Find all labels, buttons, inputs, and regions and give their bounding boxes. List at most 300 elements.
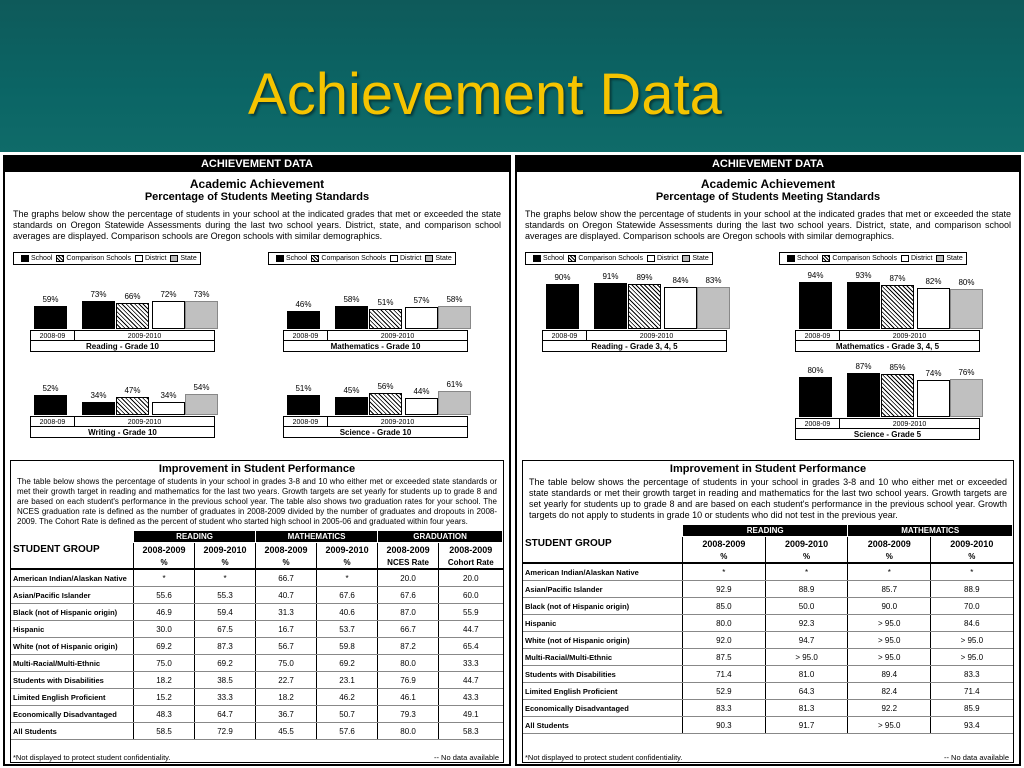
panel-title-bar: ACHIEVEMENT DATA — [517, 157, 1019, 172]
year-axis — [283, 416, 468, 427]
bar-value-label: 93% — [855, 271, 872, 280]
year-label-2009: 2009-2010 — [380, 333, 415, 340]
reading-grade10-chart — [30, 278, 215, 352]
table-cell: 87.3 — [195, 638, 256, 655]
legend-comparison: Comparison Schools — [832, 255, 897, 262]
table-cell: > 95.0 — [931, 632, 1013, 649]
chart-legend — [13, 252, 201, 265]
year-header: 2008-2009 — [439, 543, 503, 558]
table-cell: 55.3 — [195, 587, 256, 604]
table-cell: * — [195, 569, 256, 587]
bar-value-label: 87% — [889, 274, 906, 283]
comparison-swatch — [822, 255, 830, 262]
unit-header: % — [765, 551, 848, 563]
table-row — [523, 666, 1013, 683]
school-2008-bar — [546, 284, 579, 329]
district-bar — [664, 287, 697, 329]
table-cell: 90.3 — [683, 717, 766, 734]
table-cell: 72.9 — [195, 723, 256, 740]
table-cell: 92.9 — [683, 581, 766, 598]
district-bar — [405, 307, 438, 329]
year-label-2008: 2008-09 — [284, 331, 328, 340]
table-cell: 91.7 — [765, 717, 848, 734]
table-row — [11, 706, 503, 723]
state-bar — [185, 394, 218, 415]
table-cell: 56.7 — [256, 638, 317, 655]
table-cell: 92.2 — [848, 700, 931, 717]
table-cell: 81.3 — [765, 700, 848, 717]
science-grade5-chart — [795, 355, 980, 440]
district-bar — [152, 301, 185, 329]
chart-legend — [268, 252, 456, 265]
school-2008-bar — [34, 395, 67, 415]
legend-district: District — [657, 255, 679, 262]
academic-achievement-heading: Academic Achievement — [189, 177, 325, 191]
table-cell: 64.7 — [195, 706, 256, 723]
student-group-label: All Students — [11, 723, 134, 740]
unit-header: % — [848, 551, 931, 563]
table-row — [11, 672, 503, 689]
chart-title: Science - Grade 10 — [283, 427, 468, 438]
legend-school: School — [286, 255, 308, 262]
bar-value-label: 91% — [602, 272, 619, 281]
bar-value-label: 84% — [672, 276, 689, 285]
table-row — [523, 615, 1013, 632]
table-cell: 93.4 — [931, 717, 1013, 734]
bar-value-label: 74% — [925, 369, 942, 378]
reading-group-header: READING — [134, 531, 256, 543]
legend-state: State — [946, 255, 963, 262]
year-axis — [30, 416, 215, 427]
table-cell: 64.3 — [765, 683, 848, 700]
reading-group-header: READING — [683, 525, 848, 537]
table-cell: 80.0 — [683, 615, 766, 632]
table-cell: 87.0 — [378, 604, 439, 621]
district-bar — [405, 398, 438, 415]
table-cell: 90.0 — [848, 598, 931, 615]
student-group-label: American Indian/Alaskan Native — [11, 569, 134, 587]
school-2009-bar — [335, 306, 368, 329]
table-cell: 38.5 — [195, 672, 256, 689]
school-2008-bar — [34, 306, 67, 329]
bar-value-label: 94% — [807, 271, 824, 280]
table-cell: 15.2 — [134, 689, 195, 706]
school-swatch — [533, 255, 541, 262]
legend-state: State — [435, 255, 452, 262]
table-cell: 71.4 — [683, 666, 766, 683]
table-cell: 80.0 — [378, 723, 439, 740]
graduation-group-header: GRADUATION — [378, 531, 503, 543]
bar-value-label: 80% — [807, 366, 824, 375]
reading-grade345-chart — [542, 267, 727, 352]
year-header: 2009-2010 — [765, 537, 848, 552]
school-swatch — [21, 255, 29, 262]
table-cell: 75.0 — [256, 655, 317, 672]
student-group-label: Limited English Proficient — [11, 689, 134, 706]
no-data-footnote: -- No data available — [943, 753, 1009, 762]
unit-header: % — [931, 551, 1013, 563]
table-cell: 57.6 — [317, 723, 378, 740]
improvement-description: The table below shows the percentage of students in your school in grades 3-8 and 10 who either met or exceeded state standards or met their growth target in reading and mathematics for the last two school years. Growth targets are set yearly for students up to grade 8 and are based on each student's performance in the previous school year. Growth targets do not apply to students in grade 10 or students who did not test in the previous year. — [529, 477, 1007, 520]
bar-value-label: 61% — [446, 380, 463, 389]
student-group-label: Economically Disadvantaged — [523, 700, 683, 717]
table-cell: 82.4 — [848, 683, 931, 700]
year-label-2008: 2008-09 — [796, 331, 840, 340]
table-cell: * — [683, 563, 766, 581]
unit-header: % — [683, 551, 766, 563]
student-group-label: Asian/Pacific Islander — [11, 587, 134, 604]
table-cell: 79.3 — [378, 706, 439, 723]
panel-title-bar: ACHIEVEMENT DATA — [5, 157, 509, 172]
student-group-label: Hispanic — [523, 615, 683, 632]
district-bar — [152, 402, 185, 415]
comparison-bar — [369, 309, 402, 329]
comparison-bar — [881, 285, 914, 329]
school-2008-bar — [799, 377, 832, 417]
improvement-table-box — [10, 460, 504, 763]
state-swatch — [425, 255, 433, 262]
table-cell: 59.4 — [195, 604, 256, 621]
comparison-bar — [116, 397, 149, 415]
year-label-2009: 2009-2010 — [639, 333, 674, 340]
table-cell: 20.0 — [439, 569, 503, 587]
student-group-label: Limited English Proficient — [523, 683, 683, 700]
comparison-bar — [881, 374, 914, 417]
science-grade10-chart — [283, 364, 468, 438]
left-report-panel — [3, 155, 511, 766]
table-cell: 59.8 — [317, 638, 378, 655]
bar-value-label: 51% — [377, 298, 394, 307]
table-cell: 36.7 — [256, 706, 317, 723]
academic-achievement-heading: Academic Achievement — [700, 177, 836, 191]
school-2008-bar — [287, 395, 320, 415]
table-row — [523, 649, 1013, 666]
confidentiality-footnote: *Not displayed to protect student confidentiality. — [525, 753, 683, 762]
table-row — [11, 587, 503, 604]
table-cell: 92.3 — [765, 615, 848, 632]
bar-value-label: 34% — [90, 391, 107, 400]
table-cell: 88.9 — [931, 581, 1013, 598]
bar-value-label: 66% — [124, 292, 141, 301]
table-cell: 40.6 — [317, 604, 378, 621]
bar-value-label: 34% — [160, 391, 177, 400]
year-label-2008: 2008-09 — [284, 417, 328, 426]
improvement-description: The table below shows the percentage of students in your school in grades 3-8 and 10 who either met or exceeded state standards or met their growth target in reading and mathematics for the last two years. Growth targets are set yearly for students up to grade 8 and are based on each student's performance in the previous school year. The table also shows two graduation rates for your school. The NCES graduation rate is defined as the number of graduates in 2008-2009 divided by the number of graduates and dropouts in 2008-2009. The Cohort Rate is defined as the percent of student who started high school in 2005-06 and graduated within four years. — [17, 477, 497, 526]
chart-title: Mathematics - Grade 10 — [283, 341, 468, 352]
chart-title: Reading - Grade 10 — [30, 341, 215, 352]
bar-value-label: 73% — [193, 290, 210, 299]
table-cell: 46.2 — [317, 689, 378, 706]
bar-value-label: 46% — [295, 300, 312, 309]
mathematics-group-header: MATHEMATICS — [256, 531, 378, 543]
bar-value-label: 54% — [193, 383, 210, 392]
state-bar — [950, 289, 983, 329]
chart-title: Mathematics - Grade 3, 4, 5 — [795, 341, 980, 352]
bar-value-label: 90% — [554, 273, 571, 282]
student-group-label: Black (not of Hispanic origin) — [523, 598, 683, 615]
table-cell: 67.5 — [195, 621, 256, 638]
table-cell: 52.9 — [683, 683, 766, 700]
table-cell: 49.1 — [439, 706, 503, 723]
year-axis — [30, 330, 215, 341]
state-swatch — [936, 255, 944, 262]
school-2009-bar — [82, 301, 115, 329]
year-header: 2008-2009 — [256, 543, 317, 558]
table-cell: 66.7 — [378, 621, 439, 638]
bar-value-label: 47% — [124, 386, 141, 395]
student-group-label: Hispanic — [11, 621, 134, 638]
graphs-description: The graphs below show the percentage of students in your school at the indicated grades that met or exceeded the state standards on Oregon Statewide Assessments during the last two school years. District, state, and comparison school averages are displayed. Comparison schools are Oregon schools with similar demographics. — [13, 209, 501, 241]
table-cell: 94.7 — [765, 632, 848, 649]
district-bar — [917, 380, 950, 417]
unit-header: % — [256, 557, 317, 569]
student-group-label: All Students — [523, 717, 683, 734]
standards-subheading: Percentage of Students Meeting Standards — [655, 191, 881, 203]
bar-value-label: 85% — [889, 363, 906, 372]
math-grade345-chart — [795, 267, 980, 352]
table-cell: 87.5 — [683, 649, 766, 666]
table-cell: 60.0 — [439, 587, 503, 604]
table-row — [11, 604, 503, 621]
legend-district: District — [145, 255, 167, 262]
state-bar — [697, 287, 730, 329]
table-cell: 81.0 — [765, 666, 848, 683]
chart-title: Reading - Grade 3, 4, 5 — [542, 341, 727, 352]
table-cell: 44.7 — [439, 621, 503, 638]
year-label-2008: 2008-09 — [796, 419, 840, 428]
table-row — [523, 700, 1013, 717]
year-header: 2008-2009 — [848, 537, 931, 552]
bar-value-label: 58% — [446, 295, 463, 304]
bar-value-label: 87% — [855, 362, 872, 371]
legend-school: School — [543, 255, 565, 262]
chart-title: Writing - Grade 10 — [30, 427, 215, 438]
district-swatch — [647, 255, 655, 262]
table-cell: 75.0 — [134, 655, 195, 672]
table-cell: 58.5 — [134, 723, 195, 740]
table-cell: > 95.0 — [848, 615, 931, 632]
comparison-bar — [369, 393, 402, 415]
bar-value-label: 45% — [343, 386, 360, 395]
school-swatch — [276, 255, 284, 262]
table-cell: 31.3 — [256, 604, 317, 621]
table-cell: 80.0 — [378, 655, 439, 672]
student-group-label: Multi-Racial/Multi-Ethnic — [523, 649, 683, 666]
table-cell: 22.7 — [256, 672, 317, 689]
school-2009-bar — [82, 402, 115, 415]
district-bar — [917, 288, 950, 329]
year-label-2009: 2009-2010 — [892, 421, 927, 428]
school-swatch — [787, 255, 795, 262]
state-bar — [438, 391, 471, 415]
bar-value-label: 58% — [343, 295, 360, 304]
school-2009-bar — [847, 282, 880, 329]
legend-district: District — [400, 255, 422, 262]
year-header: 2009-2010 — [931, 537, 1013, 552]
table-row — [523, 563, 1013, 581]
table-cell: 46.9 — [134, 604, 195, 621]
table-cell: 85.7 — [848, 581, 931, 598]
table-cell: 16.7 — [256, 621, 317, 638]
table-cell: * — [134, 569, 195, 587]
table-cell: 67.6 — [317, 587, 378, 604]
improvement-table-box — [522, 460, 1014, 763]
bar-value-label: 72% — [160, 290, 177, 299]
state-swatch — [170, 255, 178, 262]
table-row — [523, 717, 1013, 734]
comparison-swatch — [311, 255, 319, 262]
bar-value-label: 51% — [295, 384, 312, 393]
chart-legend — [525, 252, 713, 265]
year-axis — [795, 330, 980, 341]
table-cell: * — [317, 569, 378, 587]
comparison-swatch — [56, 255, 64, 262]
table-cell: 83.3 — [683, 700, 766, 717]
table-row — [11, 569, 503, 587]
legend-state: State — [692, 255, 709, 262]
improvement-heading: Improvement in Student Performance — [669, 463, 867, 475]
table-row — [523, 598, 1013, 615]
comparison-bar — [628, 284, 661, 329]
table-row — [11, 621, 503, 638]
table-row — [11, 655, 503, 672]
mathematics-group-header: MATHEMATICS — [848, 525, 1013, 537]
table-cell: 92.0 — [683, 632, 766, 649]
year-label-2009: 2009-2010 — [127, 333, 162, 340]
table-cell: > 95.0 — [931, 649, 1013, 666]
table-row — [11, 638, 503, 655]
legend-comparison: Comparison Schools — [578, 255, 643, 262]
table-cell: 67.6 — [378, 587, 439, 604]
year-axis — [542, 330, 727, 341]
table-cell: 20.0 — [378, 569, 439, 587]
table-cell: 50.0 — [765, 598, 848, 615]
year-label-2009: 2009-2010 — [892, 333, 927, 340]
table-cell: 30.0 — [134, 621, 195, 638]
table-cell: 46.1 — [378, 689, 439, 706]
unit-header: NCES Rate — [378, 557, 439, 569]
bar-value-label: 83% — [705, 276, 722, 285]
bar-value-label: 73% — [90, 290, 107, 299]
unit-header: % — [317, 557, 378, 569]
chart-title: Science - Grade 5 — [795, 429, 980, 440]
table-row — [11, 723, 503, 740]
table-cell: 50.7 — [317, 706, 378, 723]
student-group-label: Black (not of Hispanic origin) — [11, 604, 134, 621]
comparison-swatch — [568, 255, 576, 262]
student-performance-table — [523, 524, 1013, 734]
student-group-label: American Indian/Alaskan Native — [523, 563, 683, 581]
table-cell: 18.2 — [256, 689, 317, 706]
legend-comparison: Comparison Schools — [321, 255, 386, 262]
table-row — [523, 581, 1013, 598]
table-cell: 40.7 — [256, 587, 317, 604]
state-bar — [438, 306, 471, 329]
student-group-label: Multi-Racial/Multi-Ethnic — [11, 655, 134, 672]
legend-state: State — [180, 255, 197, 262]
table-row — [523, 632, 1013, 649]
table-cell: * — [931, 563, 1013, 581]
no-data-footnote: -- No data available — [433, 753, 499, 762]
district-swatch — [901, 255, 909, 262]
school-2008-bar — [287, 311, 320, 329]
improvement-heading: Improvement in Student Performance — [158, 463, 356, 475]
bar-value-label: 89% — [636, 273, 653, 282]
year-label-2008: 2008-09 — [31, 331, 75, 340]
table-cell: > 95.0 — [765, 649, 848, 666]
student-group-header: STUDENT GROUP — [523, 525, 683, 564]
confidentiality-footnote: *Not displayed to protect student confidentiality. — [13, 753, 171, 762]
bar-value-label: 56% — [377, 382, 394, 391]
year-axis — [795, 418, 980, 429]
bar-value-label: 76% — [958, 368, 975, 377]
table-cell: 44.7 — [439, 672, 503, 689]
year-label-2009: 2009-2010 — [380, 419, 415, 426]
legend-comparison: Comparison Schools — [66, 255, 131, 262]
table-cell: 69.2 — [195, 655, 256, 672]
table-cell: 18.2 — [134, 672, 195, 689]
student-group-label: Asian/Pacific Islander — [523, 581, 683, 598]
student-group-header: STUDENT GROUP — [11, 531, 134, 570]
right-report-panel — [515, 155, 1021, 766]
table-cell: 85.0 — [683, 598, 766, 615]
student-group-label: Students with Disabilities — [523, 666, 683, 683]
table-cell: 33.3 — [195, 689, 256, 706]
school-2009-bar — [335, 397, 368, 415]
table-cell: 85.9 — [931, 700, 1013, 717]
table-cell: 89.4 — [848, 666, 931, 683]
table-cell: 48.3 — [134, 706, 195, 723]
year-header: 2008-2009 — [683, 537, 766, 552]
table-cell: 69.2 — [134, 638, 195, 655]
table-cell: > 95.0 — [848, 649, 931, 666]
table-cell: 88.9 — [765, 581, 848, 598]
table-row — [11, 689, 503, 706]
legend-school: School — [31, 255, 53, 262]
school-2009-bar — [594, 283, 627, 329]
table-cell: 53.7 — [317, 621, 378, 638]
table-cell: 58.3 — [439, 723, 503, 740]
table-row — [523, 683, 1013, 700]
student-group-label: Students with Disabilities — [11, 672, 134, 689]
bar-value-label: 59% — [42, 295, 59, 304]
table-cell: 69.2 — [317, 655, 378, 672]
table-cell: 65.4 — [439, 638, 503, 655]
year-header: 2008-2009 — [378, 543, 439, 558]
table-cell: 84.6 — [931, 615, 1013, 632]
unit-header: Cohort Rate — [439, 557, 503, 569]
table-cell: 70.0 — [931, 598, 1013, 615]
table-cell: 33.3 — [439, 655, 503, 672]
table-cell: 71.4 — [931, 683, 1013, 700]
legend-district: District — [911, 255, 933, 262]
standards-subheading: Percentage of Students Meeting Standards — [144, 191, 370, 203]
state-bar — [950, 379, 983, 417]
chart-legend — [779, 252, 967, 265]
table-cell: * — [765, 563, 848, 581]
comparison-bar — [116, 303, 149, 329]
student-group-label: White (not of Hispanic origin) — [11, 638, 134, 655]
bar-value-label: 57% — [413, 296, 430, 305]
table-cell: 45.5 — [256, 723, 317, 740]
student-performance-table — [11, 530, 503, 740]
bar-value-label: 52% — [42, 384, 59, 393]
table-cell: 23.1 — [317, 672, 378, 689]
district-swatch — [390, 255, 398, 262]
year-label-2008: 2008-09 — [31, 417, 75, 426]
table-cell: * — [848, 563, 931, 581]
unit-header: % — [195, 557, 256, 569]
